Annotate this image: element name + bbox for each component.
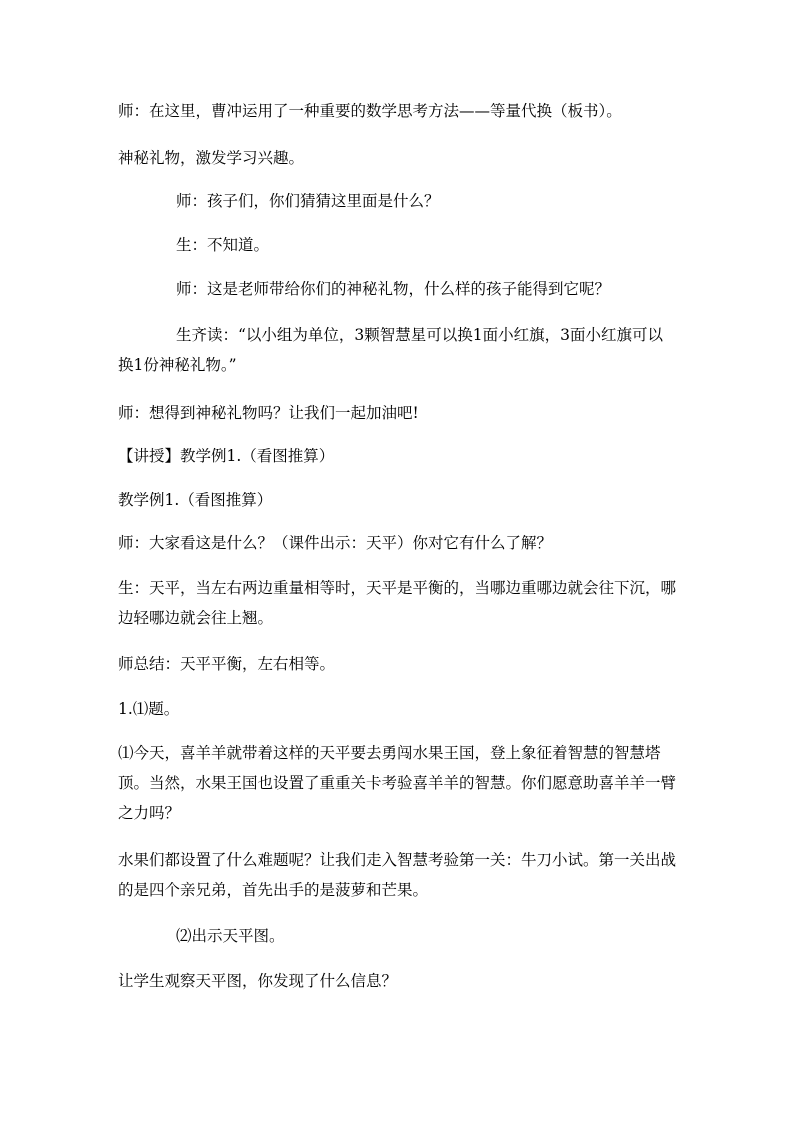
paragraph-observe-scale: 让学生观察天平图，你发现了什么信息？ [118,972,398,990]
paragraph-teacher-encourage: 师：想得到神秘礼物吗？让我们一起加油吧! [118,404,419,422]
paragraph-teacher-equivalent-substitution: 师：在这里，曹冲运用了一种重要的数学思考方法——等量代换（板书）。 [118,102,622,120]
paragraph-lecture-heading: 【讲授】教学例1.（看图推算） [118,447,335,465]
paragraph-student-scale-answer: 生：天平，当左右两边重量相等时，天平是平衡的，当哪边重哪边就会往下沉，哪边轻哪边就会往上翘。 [118,579,677,627]
paragraph-story-intro: ⑴今天，喜羊羊就带着这样的天平要去勇闯水果王国，登上象征着智慧的智慧塔顶。当然，水果王国也设置了重重关卡考验喜羊羊的智慧。你们愿意助喜羊羊一臂之力吗？ [118,744,677,822]
paragraph-question-one: 1.⑴题。 [118,700,180,718]
paragraph-teacher-summary: 师总结：天平平衡，左右相等。 [118,655,336,673]
paragraph-example-heading: 教学例1.（看图推算） [118,491,273,509]
paragraph-mystery-gift: 神秘礼物，激发学习兴趣。 [118,149,305,167]
paragraph-show-scale: ⑵出示天平图。 [176,927,285,945]
paragraph-student-dont-know: 生：不知道。 [176,236,270,254]
paragraph-teacher-guess: 师：孩子们，你们猜猜这里面是什么？ [176,192,440,210]
paragraph-teacher-gift-question: 师：这是老师带给你们的神秘礼物，什么样的孩子能得到它呢？ [176,280,611,298]
paragraph-teacher-scale-question: 师：大家看这是什么？（课件出示：天平）你对它有什么了解？ [118,534,553,552]
paragraph-students-read: 生齐读：“以小组为单位，3颗智慧星可以换1面小红旗，3面小红旗可以换1份神秘礼物。” [118,326,664,374]
paragraph-first-challenge: 水果们都设置了什么难题呢？让我们走入智慧考验第一关：牛刀小试。第一关出战的是四个亲兄弟，首先出手的是菠萝和芒果。 [118,851,677,899]
